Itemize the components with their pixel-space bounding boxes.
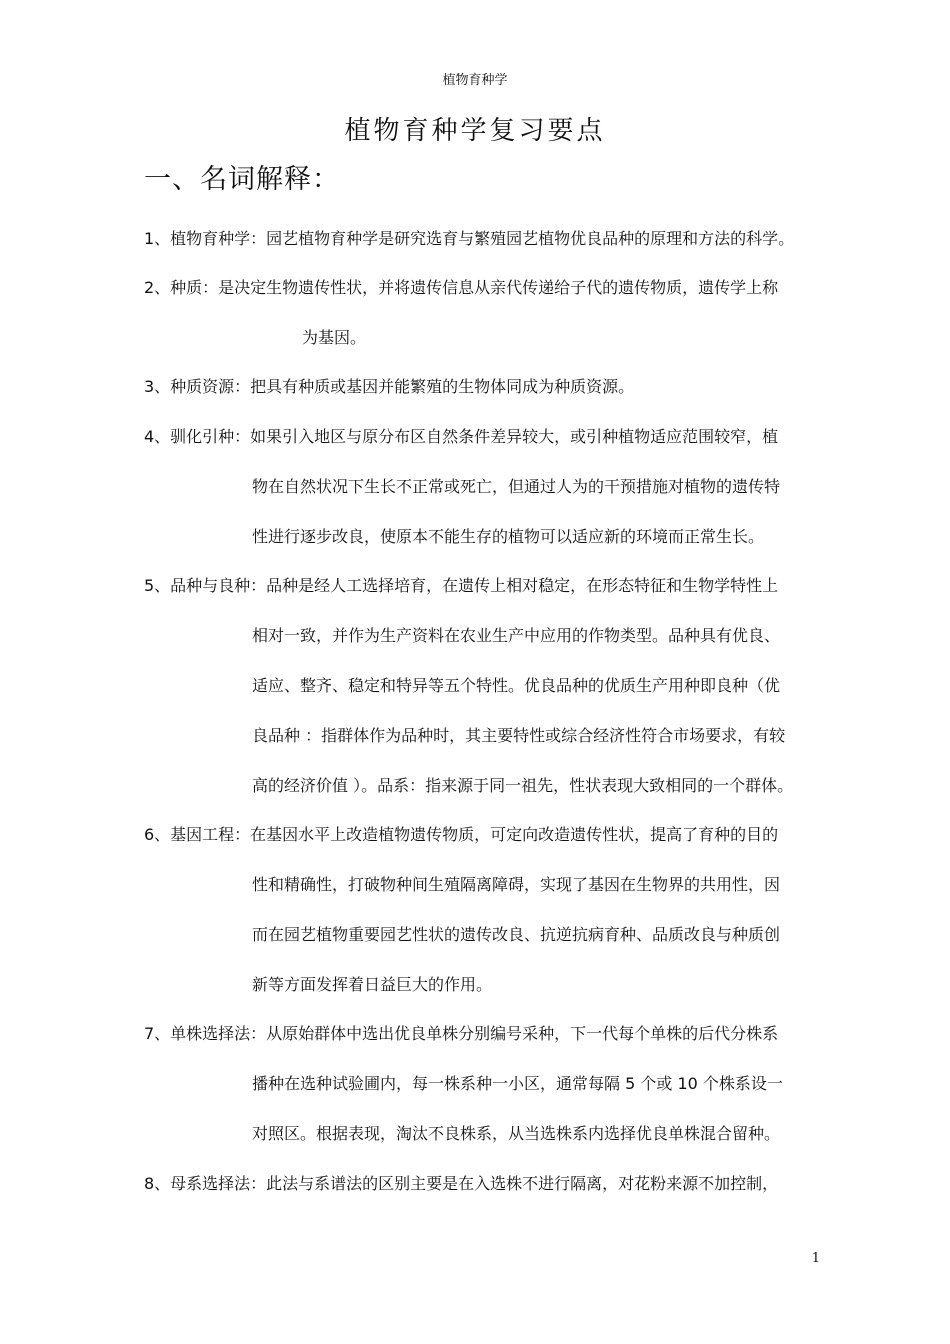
- term-5-line-5: 高的经济价值 ）。品系：指来源于同一祖先，性状表现大致相同的一个群体。: [252, 776, 794, 795]
- section-heading: 一、名词解释：: [144, 164, 340, 195]
- term-6-line-4: 新等方面发挥着日益巨大的作用。: [252, 975, 493, 994]
- term-7-line-3: 对照区。根据表现，淘汰不良株系，从当选株系内选择优良单株混合留种。: [252, 1124, 781, 1143]
- term-5-line-2: 相对一致，并作为生产资料在农业生产中应用的作物类型。品种具有优良、: [252, 626, 781, 645]
- term-5-line-4: 良品种 ：指群体作为品种时，其主要特性或综合经济性符合市场要求，有较: [252, 726, 786, 745]
- term-5-line-3: 适应、整齐、稳定和特异等五个特性。优良品种的优质生产用种即良种（优: [252, 676, 781, 695]
- term-7-line-1: 7、单株选择法：从原始群体中选出优良单株分别编号采种，下一代每个单株的后代分株系: [144, 1024, 779, 1043]
- term-4-line-2: 物在自然状况下生长不正常或死亡，但通过人为的干预措施对植物的遗传特: [252, 477, 781, 496]
- document-title: 植物育种学复习要点: [344, 116, 606, 146]
- running-header: 植物育种学: [442, 73, 508, 88]
- term-4-line-1: 4、驯化引种：如果引入地区与原分布区自然条件差异较大，或引种植物适应范围较窄，植: [144, 427, 779, 446]
- page-number: 1: [811, 1251, 820, 1266]
- term-5-line-1: 5、品种与良种：品种是经人工选择培育，在遗传上相对稳定，在形态特征和生物学特性上: [144, 576, 779, 595]
- term-6-line-3: 而在园艺植物重要园艺性状的遗传改良、抗逆抗病育种、品质改良与种质创: [252, 925, 781, 944]
- term-3-line-1: 3、种质资源：把具有种质或基因并能繁殖的生物体同成为种质资源。: [144, 377, 635, 396]
- term-2-line-1: 2、种质：是决定生物遗传性状，并将遗传信息从亲代传递给子代的遗传物质，遗传学上称: [144, 278, 779, 297]
- term-1-line-1: 1、植物育种学：园艺植物育种学是研究选育与繁殖园艺植物优良品种的原理和方法的科学。: [144, 229, 795, 248]
- term-4-line-3: 性进行逐步改良，使原本不能生存的植物可以适应新的环境而正常生长。: [252, 527, 765, 546]
- term-6-line-2: 性和精确性，打破物种间生殖隔离障碍，实现了基因在生物界的共用性，因: [252, 875, 781, 894]
- term-7-line-2: 播种在选种试验圃内，每一株系种一小区，通常每隔 5 个或 10 个株系设一: [252, 1074, 783, 1093]
- term-2-line-2: 为基因。: [302, 328, 367, 347]
- term-8-line-1: 8、母系选择法：此法与系谱法的区别主要是在入选株不进行隔离，对花粉来源不加控制，: [144, 1174, 779, 1193]
- term-6-line-1: 6、基因工程：在基因水平上改造植物遗传物质，可定向改造遗传性状，提高了育种的目的: [144, 825, 779, 844]
